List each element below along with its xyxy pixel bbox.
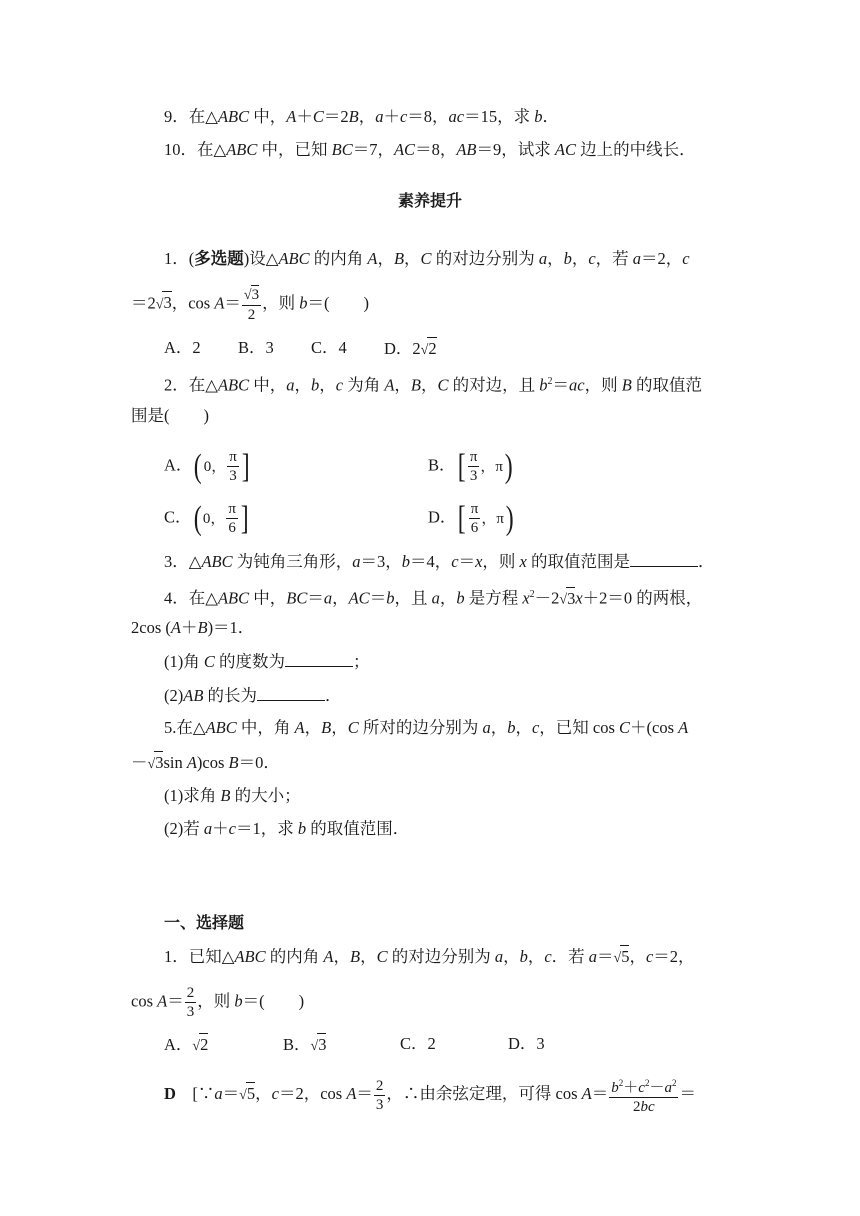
s2q1-option-c: C．2 — [400, 1034, 436, 1053]
q3: 3．△ABC 为钝角三角形，a＝3，b＝4，c＝x，则 x 的取值范围是 ． — [164, 552, 715, 571]
q2-option-b: B． [ $\frac{\pi}{3}$ ，π ) — [428, 447, 513, 485]
q2-line1: 2．在△ABC 中，a，b，c 为角 A，B，C 的对边，且 $b^2=ac$，则 B 的取值范 — [164, 375, 702, 395]
s2q1-line2: cos A＝ $\frac{2}{3}$ ，则 b＝( ) — [131, 985, 305, 1020]
q4-blank1[interactable] — [285, 650, 353, 667]
q1-option-c: C．4 — [311, 338, 347, 357]
s2q1-option-b: B．√3 — [283, 1035, 327, 1054]
q4-line2: 2cos (A＋B)＝1． — [131, 618, 255, 637]
q2-option-c: C． ( 0， $\frac{\pi}{6}$ ] — [164, 499, 249, 537]
q2-option-a: A． ( 0， $\frac{\pi}{3}$ ] — [164, 447, 250, 485]
q1-option-d: D．2√2 — [384, 339, 437, 358]
q5-sub2: (2)若 a＋c＝1，求 b 的取值范围． — [164, 819, 410, 838]
q4-line1: 4．在△ABC 中，BC＝a，AC＝b，且 a，b 是方程 $x^2-2√3x+2=0$ 的两根， — [164, 588, 703, 608]
s2q1-option-a: A．√2 — [164, 1035, 209, 1054]
q1-option-b: B．3 — [238, 338, 274, 357]
q5-sub1: (1)求角 B 的大小； — [164, 786, 301, 805]
s2q1-option-d: D．3 — [508, 1034, 545, 1053]
problem-10: 10．在△ABC 中，已知 BC＝7，AC＝8，AB＝9，试求 AC 边上的中线长． — [164, 140, 696, 159]
q2-line2: 围是( ) — [131, 406, 209, 425]
q4-sub1: (1)角 C 的度数为 ； — [164, 652, 370, 671]
q1-line1: 1．(多选题)设△ABC 的内角 A，B，C 的对边分别为 a，b，c，若 a＝2，c — [164, 249, 690, 268]
problem-9: 9．在△ABC 中，A＋C＝2B，a＋c＝8，ac＝15，求 b． — [164, 107, 559, 126]
q1-line2: ＝2√3，cos A＝ $\frac{√3}{2}$ ，则 b＝( ) — [131, 287, 369, 323]
q2-option-d: D． [ $\frac{\pi}{6}$ ，π ) — [428, 499, 514, 537]
q1-option-a: A．2 — [164, 338, 201, 357]
s2q1-line1: 1．已知△ABC 的内角 A，B，C 的对边分别为 a，b，c．若 a＝√5，c＝2， — [164, 947, 695, 966]
q5-line1: 5.在△ABC 中，角 A，B，C 所对的边分别为 a，b，c，已知 cos C＋(cos A — [164, 718, 689, 737]
q4-sub2: (2)AB 的长为 ． — [164, 686, 342, 705]
section2-title: 一、选择题 — [164, 913, 245, 932]
q1-tag: 多选题 — [194, 249, 244, 268]
q4-blank2[interactable] — [257, 684, 325, 701]
q5-line2: －√3sin A)cos B＝0． — [131, 753, 280, 772]
s2q1-answer: D [∵a＝√5，c＝2，cos A＝ $\frac{2}{3}$ ，∴由余弦定理，可得 cos A＝ $\frac{b^2+c^2-a^2}{2bc}$ ＝ — [164, 1074, 696, 1116]
section-title: 素养提升 — [397, 191, 462, 210]
q3-blank[interactable] — [630, 550, 698, 567]
